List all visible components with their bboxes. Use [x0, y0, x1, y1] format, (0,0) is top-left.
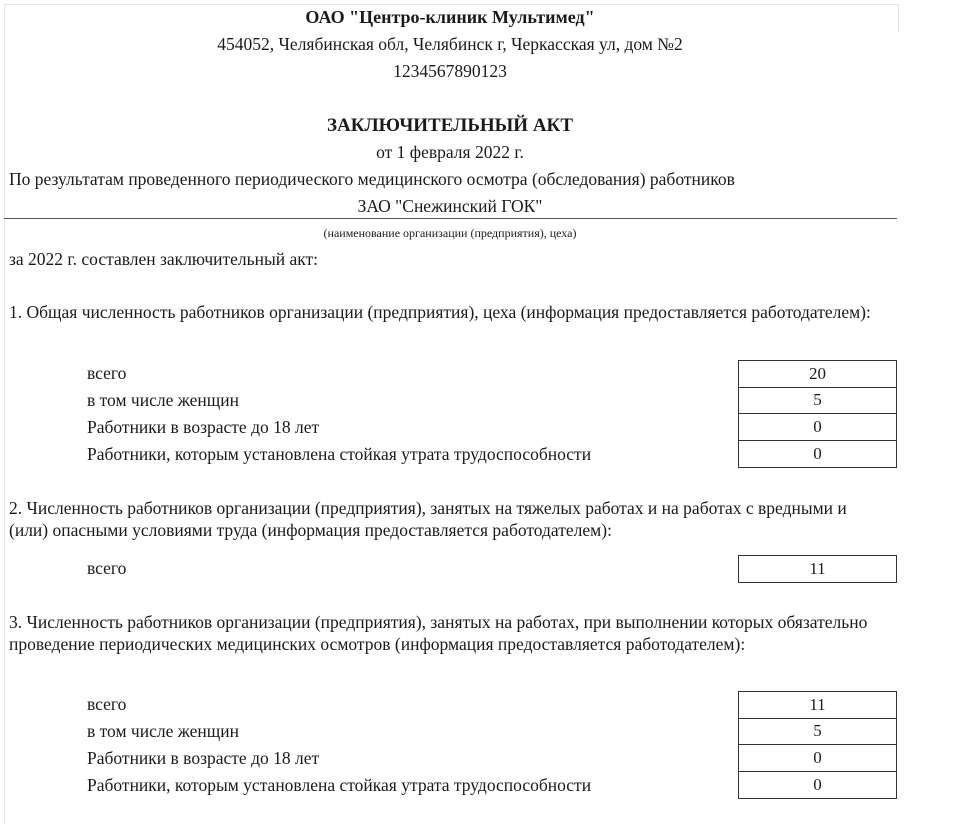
- stat-label: Работники в возрасте до 18 лет: [87, 417, 320, 437]
- act-title: ЗАКЛЮЧИТЕЛЬНЫЙ АКТ: [326, 115, 574, 136]
- section2-heading: 2. Численность работников организации (предприятия), занятых на тяжелых работах и на работах с вредными и (или) опасными условиями труда (информация предоставляется работодателем):: [9, 498, 847, 540]
- company-underline: [4, 218, 897, 219]
- stat-value: 0: [738, 414, 897, 441]
- section3-heading: 3. Численность работников организации (предприятия), занятых на работах, при выполнении которых обязательно проведение периодических медицинских осмотров (информация предоставляется работодателем):: [9, 612, 868, 654]
- section3-row: [0, 691, 900, 718]
- stat-value: 0: [738, 441, 897, 468]
- stat-value: 11: [738, 555, 897, 583]
- organization-address: 454052, Челябинская обл, Челябинск г, Черкасская ул, дом №2: [217, 34, 683, 54]
- organization-code: 1234567890123: [393, 61, 507, 81]
- stat-value: 0: [738, 745, 897, 772]
- section1-heading: 1. Общая численность работников организации (предприятия), цеха (информация предоставляется работодателем):: [9, 302, 871, 322]
- section1-row: [0, 441, 900, 468]
- act-intro: По результатам проведенного периодического медицинского осмотра (обследования) работников: [9, 169, 735, 189]
- stat-value: 0: [738, 772, 897, 799]
- act-date: от 1 февраля 2022 г.: [376, 142, 524, 162]
- stat-label: в том числе женщин: [87, 721, 239, 741]
- composed-statement: за 2022 г. составлен заключительный акт:: [9, 249, 319, 269]
- stat-label: в том числе женщин: [87, 390, 239, 410]
- frame-top-border: [4, 4, 899, 5]
- stat-label: Работники, которым установлена стойкая утрата трудоспособности: [87, 444, 592, 464]
- stat-label: Работники, которым установлена стойкая утрата трудоспособности: [87, 775, 592, 795]
- stat-value: 20: [738, 360, 897, 388]
- section1-row: [0, 387, 900, 414]
- section2-row: [0, 555, 900, 582]
- section1-row: [0, 414, 900, 441]
- stat-label: всего: [87, 363, 127, 383]
- stat-value: 11: [738, 691, 897, 719]
- section3-row: [0, 772, 900, 799]
- company-name: ЗАО "Снежинский ГОК": [357, 196, 543, 216]
- stat-label: Работники в возрасте до 18 лет: [87, 748, 320, 768]
- section3-row: [0, 718, 900, 745]
- stat-value: 5: [738, 387, 897, 414]
- organization-name: ОАО "Центро-клиник Мультимед": [305, 7, 595, 27]
- section3-row: [0, 745, 900, 772]
- stat-label: всего: [87, 694, 127, 714]
- stat-label: всего: [87, 558, 127, 578]
- section1-row: [0, 360, 900, 387]
- company-caption: (наименование организации (предприятия), цеха): [323, 226, 577, 240]
- stat-value: 5: [738, 718, 897, 745]
